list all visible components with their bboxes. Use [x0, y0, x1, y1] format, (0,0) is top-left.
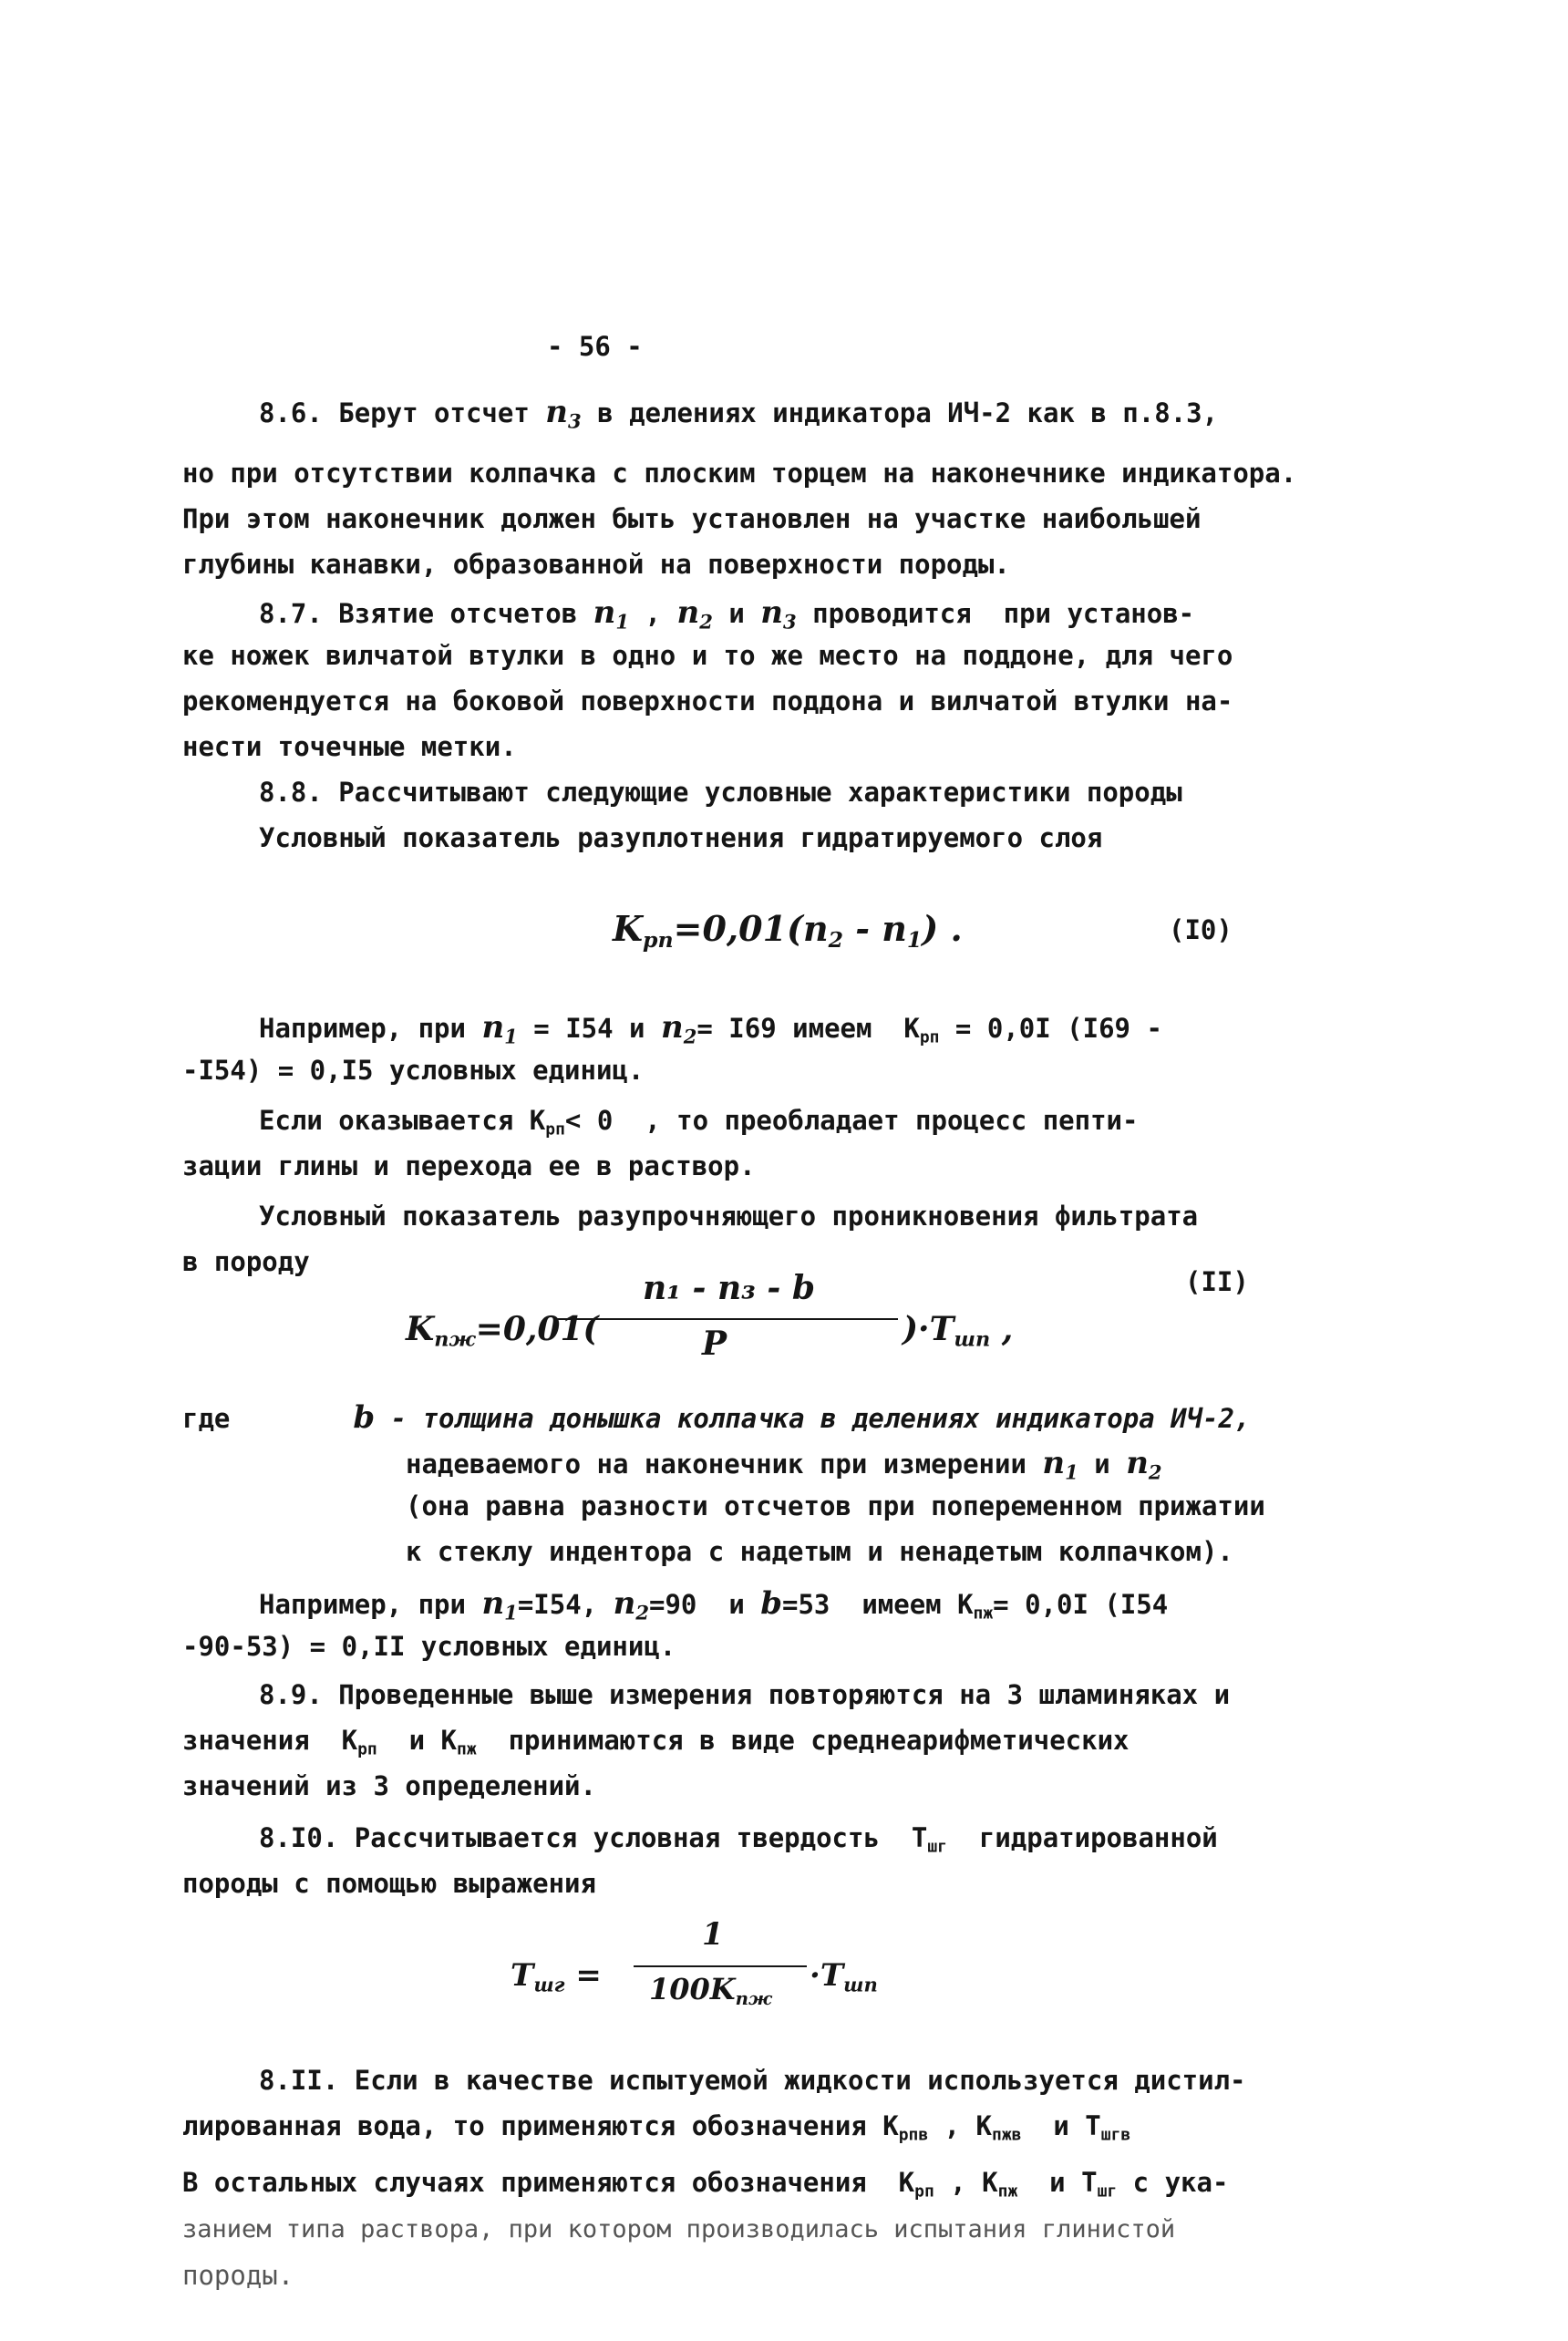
symbol-letter: n — [481, 1585, 505, 1622]
symbol-letter: n — [613, 1585, 636, 1622]
eq-subscript: 1 — [906, 927, 923, 954]
fraction-line — [634, 1965, 807, 1967]
eq-text: ) . — [922, 908, 963, 949]
equation-number: (II) — [1185, 1266, 1249, 1297]
text-segment: где — [182, 1403, 231, 1434]
text-line: ке ножек вилчатой втулки в одно и то же место на поддоне, для чего — [182, 640, 1233, 671]
text-segment: в делениях индикатора ИЧ-2 как в п.8.3, — [581, 397, 1219, 428]
text-segment: и — [712, 598, 761, 629]
text-line — [259, 1009, 1162, 1048]
text-line: нести точечные метки. — [182, 731, 517, 762]
symbol-letter: n — [1126, 1445, 1149, 1481]
text-segment: лированная вода, то применяются обозначения К — [182, 2110, 899, 2141]
text-segment: = I54 и — [517, 1013, 661, 1044]
text-segment: , К — [928, 2110, 992, 2141]
symbol-subscript: 3 — [782, 610, 797, 634]
text-line: 8.9. Проведенные выше измерения повторяются на 3 шламиняках и — [259, 1679, 1231, 1710]
eq-space — [564, 1957, 575, 1994]
equation-11-suffix — [903, 1310, 1014, 1352]
symbol-letter: n — [481, 1009, 505, 1046]
eq-text: )·T — [903, 1310, 954, 1348]
symbol-letter: n — [760, 594, 783, 631]
subscript: рп — [914, 2181, 934, 2202]
text-segment: , К — [934, 2167, 998, 2198]
symbol-subscript: 1 — [1065, 1460, 1078, 1484]
text-segment: < 0 , то преобладает процесс пепти- — [564, 1105, 1139, 1136]
eq-subscript: рп — [643, 927, 674, 954]
eq-text: = — [575, 1957, 602, 1994]
symbol-n — [661, 1009, 696, 1046]
symbol-n — [1042, 1445, 1078, 1484]
equation-11-denominator: P — [702, 1325, 727, 1363]
symbol-subscript: 1 — [615, 610, 630, 634]
symbol-n — [481, 1585, 517, 1622]
text-segment: с ука- — [1117, 2167, 1229, 2198]
text-line: рекомендуется на боковой поверхности поддона и вилчатой втулки на- — [182, 686, 1233, 717]
symbol-subscript: 1 — [504, 1025, 518, 1048]
text-line: -90-53) = 0,II условных единиц. — [182, 1631, 676, 1662]
text-line: 8.II. Если в качестве испытуемой жидкости используется дистил- — [259, 2065, 1246, 2096]
symbol-n — [676, 594, 713, 634]
symbol-letter: n — [676, 594, 700, 631]
fraction-line — [556, 1318, 898, 1320]
symbol-subscript: 3 — [568, 409, 582, 433]
text-segment: = 0,0I (I54 — [993, 1589, 1169, 1620]
subscript: рп — [545, 1119, 565, 1140]
symbol-subscript: 2 — [699, 610, 713, 634]
symbol-subscript: 1 — [504, 1601, 518, 1624]
subscript: пж — [973, 1604, 994, 1624]
text-line: -I54) = 0,I5 условных единиц. — [182, 1055, 645, 1086]
text-line — [182, 2167, 1229, 2202]
symbol-letter: n — [545, 394, 569, 430]
eq-text: ·T — [810, 1957, 844, 1994]
eq-subscript: шп — [954, 1327, 991, 1352]
text-segment: В остальных случаях применяются обозначения К — [182, 2167, 915, 2198]
equation-11-numerator: n₁ - n₃ - b — [643, 1269, 816, 1307]
text-line: значений из 3 определений. — [182, 1770, 596, 1801]
equation-t-lhs — [511, 1957, 602, 1996]
eq-text: 100K — [649, 1972, 736, 2006]
text-segment: =90 и — [649, 1589, 761, 1620]
subscript: пж — [997, 2181, 1018, 2202]
text-line — [259, 394, 1219, 433]
text-line: породы с помощью выражения — [182, 1868, 596, 1899]
symbol-letter: n — [660, 1009, 684, 1046]
text-segment: - толщина донышка колпачка в делениях индикатора ИЧ-2, — [375, 1403, 1251, 1434]
eq-subscript: шп — [843, 1973, 878, 1996]
text-segment: надеваемого на наконечник при измерении — [406, 1449, 1043, 1480]
text-segment: значения К — [182, 1725, 358, 1756]
equation-t-numerator: 1 — [702, 1916, 724, 1953]
text-line: 8.8. Рассчитывают следующие условные характеристики породы — [259, 777, 1182, 808]
text-segment: 8.7. Взятие отсчетов — [259, 598, 593, 629]
text-segment: , — [629, 598, 677, 629]
eq-subscript: пж — [735, 1986, 772, 2009]
text-segment: Если оказывается К — [259, 1105, 546, 1136]
text-segment: и — [1078, 1449, 1127, 1480]
subscript: шг — [927, 1837, 947, 1857]
text-segment: и К — [377, 1725, 458, 1756]
symbol-subscript: 2 — [635, 1601, 650, 1624]
text-segment: = 0,0I (I69 - — [939, 1013, 1162, 1044]
text-line: Условный показатель разупрочняющего проникновения фильтрата — [259, 1201, 1199, 1232]
text-line — [259, 594, 1195, 634]
eq-subscript: пж — [434, 1327, 476, 1352]
symbol-subscript: 2 — [1148, 1460, 1162, 1484]
text-segment: Например, при — [259, 1013, 482, 1044]
text-segment: =53 имеем К — [782, 1589, 974, 1620]
text-line — [182, 1727, 1130, 1758]
symbol-n — [545, 394, 582, 433]
symbol-letter: n — [1042, 1445, 1066, 1481]
text-line — [406, 1445, 1162, 1484]
text-line: но при отсутствии колпачка с плоским торцем на наконечнике индикатора. — [182, 458, 1297, 489]
text-line — [182, 1399, 1251, 1436]
text-line — [259, 1105, 1139, 1140]
symbol-b: b — [760, 1585, 783, 1622]
equation-number: (I0) — [1169, 914, 1233, 945]
eq-text: =0,01( — [475, 1310, 599, 1348]
eq-subscript: шг — [533, 1973, 565, 1996]
equation-t-suffix — [810, 1957, 878, 1996]
subscript: пж — [457, 1739, 477, 1759]
text-line: (она равна разности отсчетов при попеременном прижатии — [406, 1490, 1265, 1521]
subscript: рп — [919, 1027, 940, 1047]
subscript: рпв — [898, 2125, 929, 2145]
subscript: шг — [1097, 2181, 1118, 2202]
symbol-n — [614, 1585, 649, 1622]
text-line: к стеклу индентора с надетым и ненадетым колпачком). — [406, 1536, 1233, 1567]
eq-symbol: T — [511, 1957, 534, 1994]
text-segment: = I69 имеем К — [696, 1013, 920, 1044]
text-segment: гидратированной — [946, 1822, 1218, 1853]
text-segment: и Т — [1017, 2167, 1098, 2198]
eq-symbol: K — [406, 1310, 435, 1348]
text-line: зации глины и перехода ее в раствор. — [182, 1150, 756, 1181]
text-segment: =I54, — [517, 1589, 614, 1620]
eq-text: , — [990, 1310, 1014, 1348]
text-line: глубины канавки, образованной на поверхности породы. — [182, 549, 1010, 580]
symbol-letter: n — [593, 594, 616, 631]
text-segment: проводится при установ- — [796, 598, 1195, 629]
text-segment: Например, при — [259, 1589, 482, 1620]
symbol-b: b — [353, 1399, 376, 1436]
eq-subscript: 2 — [828, 927, 844, 954]
text-line — [259, 1822, 1218, 1857]
text-line: Условный показатель разуплотнения гидратируемого слоя — [259, 822, 1103, 853]
symbol-n — [593, 594, 630, 634]
text-line: занием типа раствора, при котором производилась испытания глинистой — [182, 2215, 1176, 2243]
page-number: - 56 - — [547, 331, 643, 362]
eq-symbol: K — [613, 908, 644, 949]
eq-text: =0,01(n — [673, 908, 829, 949]
text-line — [259, 1585, 1169, 1624]
text-line: При этом наконечник должен быть установлен на участке наибольшей — [182, 503, 1202, 534]
subscript: шгв — [1100, 2125, 1131, 2145]
equation-t-denominator — [649, 1972, 772, 2009]
symbol-n — [1126, 1445, 1162, 1484]
text-segment: 8.6. Берут отсчет — [259, 397, 546, 428]
text-segment: принимаются в виде среднеарифметических — [476, 1725, 1130, 1756]
text-line — [182, 2110, 1131, 2145]
text-line: породы. — [182, 2260, 294, 2291]
subscript: пжв — [992, 2125, 1022, 2145]
text-line: в породу — [182, 1246, 310, 1277]
symbol-n — [760, 594, 797, 634]
symbol-subscript: 2 — [683, 1025, 697, 1048]
text-segment: 8.I0. Рассчитывается условная твердость Т — [259, 1822, 928, 1853]
equation-10 — [613, 908, 963, 954]
eq-text: - n — [843, 908, 907, 949]
symbol-n — [481, 1009, 517, 1046]
text-segment: и Т — [1021, 2110, 1101, 2141]
subscript: рп — [357, 1739, 377, 1759]
